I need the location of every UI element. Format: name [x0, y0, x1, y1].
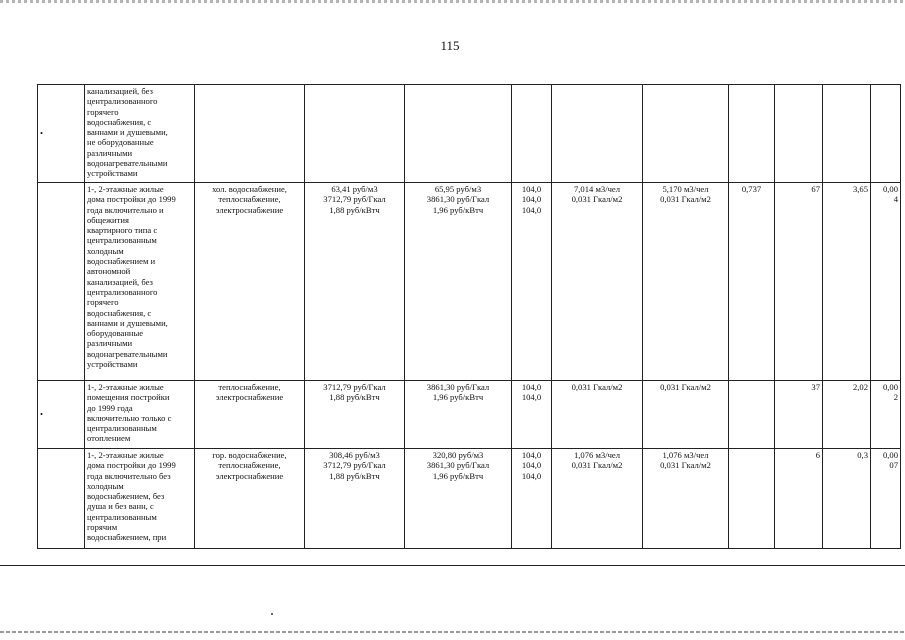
share-cell: 3,65 [823, 183, 871, 381]
count-cell [775, 85, 823, 183]
last-cell: 0,00 07 [871, 449, 901, 549]
coefficient-cell: 0,737 [729, 183, 775, 381]
services-cell: теплоснабжение, электроснабжение [195, 381, 305, 449]
scan-top-edge [0, 0, 905, 3]
index-cell: 104,0 104,0 104,0 [512, 183, 552, 381]
table-row [38, 183, 901, 381]
row-number-cell [38, 183, 85, 381]
norm-new-cell [643, 85, 729, 183]
services-cell: хол. водоснабжение, теплоснабжение, электроснабжение [195, 183, 305, 381]
services-cell: гор. водоснабжение, теплоснабжение, электроснабжение [195, 449, 305, 549]
norm-old-cell: 7,014 м3/чел 0,031 Гкал/м2 [552, 183, 643, 381]
norm-old-cell [552, 85, 643, 183]
tariff-2021-cell: 3861,30 руб/Гкал 1,96 руб/кВтч [405, 381, 512, 449]
coefficient-cell [729, 85, 775, 183]
norm-new-cell: 0,031 Гкал/м2 [643, 381, 729, 449]
count-cell: 67 [775, 183, 823, 381]
index-cell [512, 85, 552, 183]
tariff-table [37, 84, 901, 549]
index-cell: 104,0 104,0 [512, 381, 552, 449]
services-cell [195, 85, 305, 183]
tariff-2020-cell [305, 85, 405, 183]
table-row [38, 85, 901, 183]
share-cell: 2,02 [823, 381, 871, 449]
tariff-2021-cell: 65,95 руб/м3 3861,30 руб/Гкал 1,96 руб/кВтч [405, 183, 512, 381]
share-cell [823, 85, 871, 183]
coefficient-cell [729, 449, 775, 549]
table-row [38, 381, 901, 449]
index-cell: 104,0 104,0 104,0 [512, 449, 552, 549]
last-cell [871, 85, 901, 183]
norm-new-cell: 1,076 м3/чел 0,031 Гкал/м2 [643, 449, 729, 549]
norm-old-cell: 1,076 м3/чел 0,031 Гкал/м2 [552, 449, 643, 549]
row-number-cell [38, 449, 85, 549]
coefficient-cell [729, 381, 775, 449]
last-cell: 0,00 2 [871, 381, 901, 449]
tariff-2020-cell: 3712,79 руб/Гкал 1,88 руб/кВтч [305, 381, 405, 449]
description-cell: канализацией, без централизованного горячего водоснабжения, с ваннами и душевыми, не оборудованные различными водонагревательными устройствами [85, 85, 195, 183]
tariff-2021-cell [405, 85, 512, 183]
last-cell: 0,00 4 [871, 183, 901, 381]
row-number-cell: • [38, 381, 85, 449]
page-number: 115 [440, 38, 460, 53]
norm-new-cell: 5,170 м3/чел 0,031 Гкал/м2 [643, 183, 729, 381]
row-number-cell: • [38, 85, 85, 183]
tariff-2020-cell: 63,41 руб/м3 3712,79 руб/Гкал 1,88 руб/кВтч [305, 183, 405, 381]
count-cell: 6 [775, 449, 823, 549]
table-row [38, 449, 901, 549]
tariff-2020-cell: 308,46 руб/м3 3712,79 руб/Гкал 1,88 руб/кВтч [305, 449, 405, 549]
tariff-2021-cell: 320,80 руб/м3 3861,30 руб/Гкал 1,96 руб/кВтч [405, 449, 512, 549]
scan-speck [271, 613, 273, 615]
footer-rule [0, 565, 905, 566]
description-cell: 1-, 2-этажные жилые дома постройки до 1999 года включительно без холодным водоснабжением, без душа и без ванн, с централизованным горячим водоснабжением, при [85, 449, 195, 549]
norm-old-cell: 0,031 Гкал/м2 [552, 381, 643, 449]
share-cell: 0,3 [823, 449, 871, 549]
count-cell: 37 [775, 381, 823, 449]
description-cell: 1-, 2-этажные жилые дома постройки до 1999 года включительно и общежития квартирного типа с централизованным холодным водоснабжением и автономной канализацией, без централизованного горячего водоснабжения, с ваннами и душевыми, оборудованные различными водонагревательными устройствами [85, 183, 195, 381]
description-cell: 1-, 2-этажные жилые помещения постройки до 1999 года включительно только с централизованным отоплением [85, 381, 195, 449]
scan-bottom-edge [0, 631, 905, 633]
